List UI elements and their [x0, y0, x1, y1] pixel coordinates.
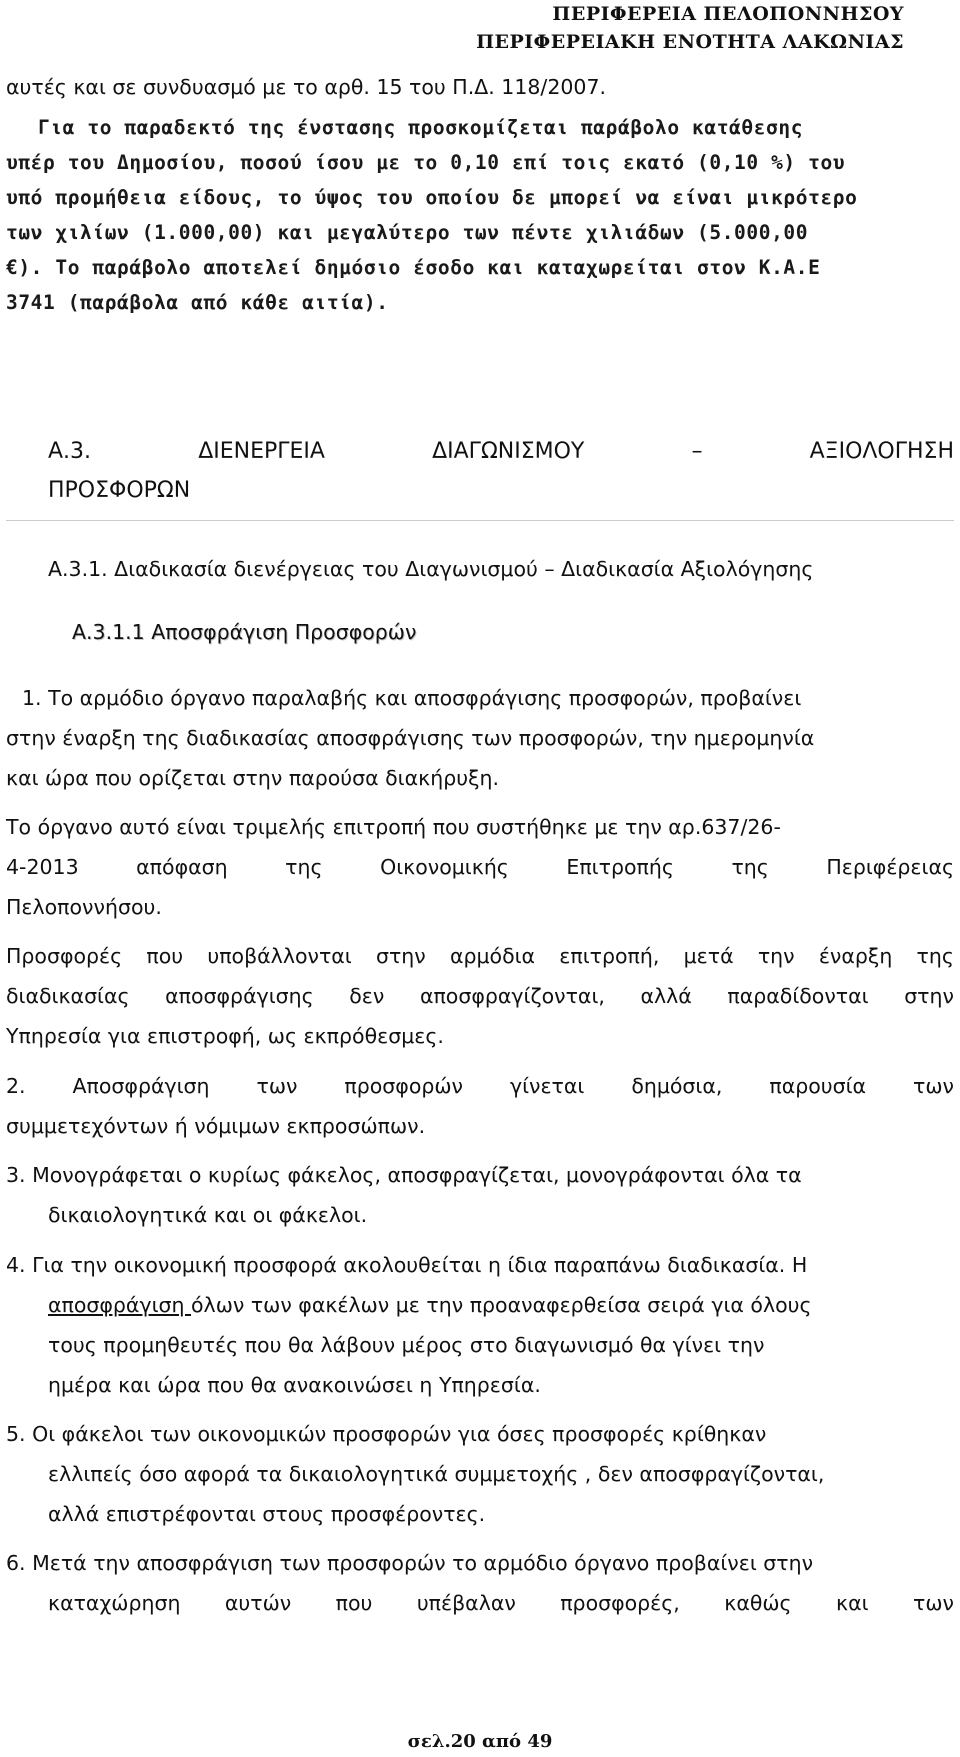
late-offers-word: παραδίδονται [727, 984, 869, 1008]
item-5-line-1: 5. Οι φάκελοι των οικονομικών προσφορών για όσες προσφορές κρίθηκαν [6, 1422, 767, 1446]
section-a3-number: Α.3. [48, 439, 92, 464]
page-header [476, 0, 904, 56]
item-2-word: των [913, 1074, 954, 1098]
late-offers-word: αρμόδια [449, 944, 536, 968]
item-3-line-2: δικαιολογητικά και οι φάκελοι. [48, 1203, 368, 1227]
late-offers-word: την [757, 944, 795, 968]
item-4-line-1: 4. Για την οικονομική προσφορά ακολουθείται η ίδια παραπάνω διαδικασία. Η [6, 1253, 808, 1277]
committee-word: Επιτροπής [566, 855, 674, 879]
item-6-word: καταχώρηση [48, 1591, 181, 1615]
item-1-line-1: 1. Το αρμόδιο όργανο παραλαβής και αποσφράγισης προσφορών, προβαίνει [22, 686, 802, 710]
item-6-line-1: 6. Μετά την αποσφράγιση των προσφορών το αρμόδιο όργανο προβαίνει στην [6, 1551, 814, 1575]
header-region: ΠΕΡΙΦΕΡΕΙΑ ΠΕΛΟΠΟΝΝΗΣΟΥ [552, 3, 904, 25]
item-5-line-2: ελλιπείς όσο αφορά τα δικαιολογητικά συμμετοχής , δεν αποσφραγίζονται, [48, 1462, 825, 1486]
late-offers-word: διαδικασίας [6, 984, 130, 1008]
item-6-word: που [335, 1591, 373, 1615]
item-6-word: των [912, 1591, 954, 1615]
item-2-line-1 [6, 1071, 954, 1101]
section-a3-word-3: ΑΞΙΟΛΟΓΗΣΗ [809, 439, 954, 464]
committee-word: της [285, 855, 323, 879]
header-regional-unit: ΠΕΡΙΦΕΡΕΙΑΚΗ ΕΝΟΤΗΤΑ ΛΑΚΩΝΙΑΣ [476, 31, 904, 53]
item-6-word: καθώς [724, 1591, 792, 1615]
late-offers-word: μετά [683, 944, 734, 968]
late-offers-word: δεν [349, 984, 385, 1008]
late-offers-line-2 [6, 981, 954, 1011]
fee-paragraph-line-1: Για το παραδεκτό της ένστασης προσκομίζεται παράβολο κατάθεσης [38, 116, 804, 139]
late-offers-word: στην [904, 984, 954, 1008]
item-4-line-3: τους προμηθευτές που θα λάβουν μέρος στο διαγωνισμό θα γίνει την [48, 1333, 765, 1357]
item-6-word: υπέβαλαν [416, 1591, 516, 1615]
fee-paragraph-line-5: €). Το παράβολο αποτελεί δημόσιο έσοδο και καταχωρείται στον Κ.Α.Ε [6, 256, 821, 279]
item-5-line-3: αλλά επιστρέφονται στους προσφέροντες. [48, 1502, 486, 1526]
item-2-line-2: συμμετεχόντων ή νόμιμων εκπροσώπων. [6, 1114, 426, 1138]
item-2-word: γίνεται [509, 1074, 585, 1098]
section-a3-word-2: ΔΙΑΓΩΝΙΣΜΟΥ [432, 439, 585, 464]
section-a31-heading: Α.3.1. Διαδικασία διενέργειας του Διαγωνισμού – Διαδικασία Αξιολόγησης [48, 557, 814, 581]
committee-line-1: Το όργανο αυτό είναι τριμελής επιτροπή που συστήθηκε με την αρ.637/26- [6, 815, 781, 839]
item-1-line-3: και ώρα που ορίζεται στην παρούσα διακήρυξη. [6, 766, 500, 790]
late-offers-word: που [146, 944, 184, 968]
late-offers-word: αποσφράγισης [165, 984, 314, 1008]
item-2-word: Αποσφράγιση [72, 1074, 210, 1098]
fee-paragraph-line-4: των χιλίων (1.000,00) και μεγαλύτερο των πέντε χιλιάδων (5.000,00 [6, 221, 809, 244]
item-2-word: προσφορών [344, 1074, 463, 1098]
item-4-line-2-rest: όλων των φακέλων με την προαναφερθείσα σειρά για όλους [191, 1293, 812, 1317]
late-offers-word: Προσφορές [6, 944, 123, 968]
item-6-word: αυτών [224, 1591, 292, 1615]
item-6-word: προσφορές, [560, 1591, 680, 1615]
item-3-line-1: 3. Μονογράφεται ο κυρίως φάκελος, αποσφραγίζεται, μονογράφονται όλα τα [6, 1163, 802, 1187]
late-offers-word: υποβάλλονται [207, 944, 352, 968]
late-offers-word: έναρξη [818, 944, 893, 968]
late-offers-word: αλλά [640, 984, 692, 1008]
item-6-word: και [836, 1591, 869, 1615]
item-2-word: των [256, 1074, 298, 1098]
late-offers-line-1 [6, 941, 954, 971]
late-offers-word: αποσφραγίζονται, [419, 984, 605, 1008]
fee-paragraph-line-6: 3741 (παράβολα από κάθε αιτία). [6, 291, 389, 314]
late-offers-word: της [916, 944, 954, 968]
committee-line-2 [6, 852, 954, 882]
committee-word: απόφαση [136, 855, 228, 879]
committee-word: της [731, 855, 769, 879]
section-a3-heading [48, 436, 954, 468]
item-2-word: παρουσία [769, 1074, 867, 1098]
item-4-line-4: ημέρα και ώρα που θα ανακοινώσει η Υπηρεσία. [48, 1373, 541, 1397]
section-divider [6, 520, 954, 521]
item-4-underlined-word: αποσφράγιση [48, 1293, 192, 1317]
fee-paragraph-line-2: υπέρ του Δημοσίου, ποσού ίσου με το 0,10 επί τοις εκατό (0,10 %) του [6, 151, 846, 174]
fee-paragraph-line-3: υπό προμήθεια είδους, το ύψος του οποίου δε μπορεί να είναι μικρότερο [6, 186, 858, 209]
section-a3-word-1: ΔΙΕΝΕΡΓΕΙΑ [198, 439, 325, 464]
committee-word: 4-2013 [6, 855, 79, 879]
section-a3-heading-line-2: ΠΡΟΣΦΟΡΩΝ [48, 478, 191, 503]
committee-line-3: Πελοποννήσου. [6, 895, 162, 919]
item-1-line-2: στην έναρξη της διαδικασίας αποσφράγισης των προσφορών, την ημερομηνία [6, 726, 815, 750]
committee-word: Περιφέρειας [826, 855, 954, 879]
item-2-word: 2. [6, 1074, 26, 1098]
late-offers-line-3: Υπηρεσία για επιστροφή, ως εκπρόθεσμες. [6, 1024, 444, 1048]
item-6-line-2 [48, 1588, 954, 1618]
page-number-footer: σελ.20 από 49 [407, 1731, 553, 1752]
item-2-word: δημόσια, [631, 1074, 723, 1098]
section-a311-heading: Α.3.1.1 Αποσφράγιση Προσφορών [72, 620, 417, 644]
item-4-line-2 [48, 1290, 954, 1320]
section-a3-dash: – [691, 439, 703, 464]
late-offers-word: επιτροπή, [559, 944, 660, 968]
intro-line: αυτές και σε συνδυασμό με το αρθ. 15 του Π.Δ. 118/2007. [6, 75, 607, 99]
committee-word: Οικονομικής [380, 855, 509, 879]
late-offers-word: στην [375, 944, 426, 968]
